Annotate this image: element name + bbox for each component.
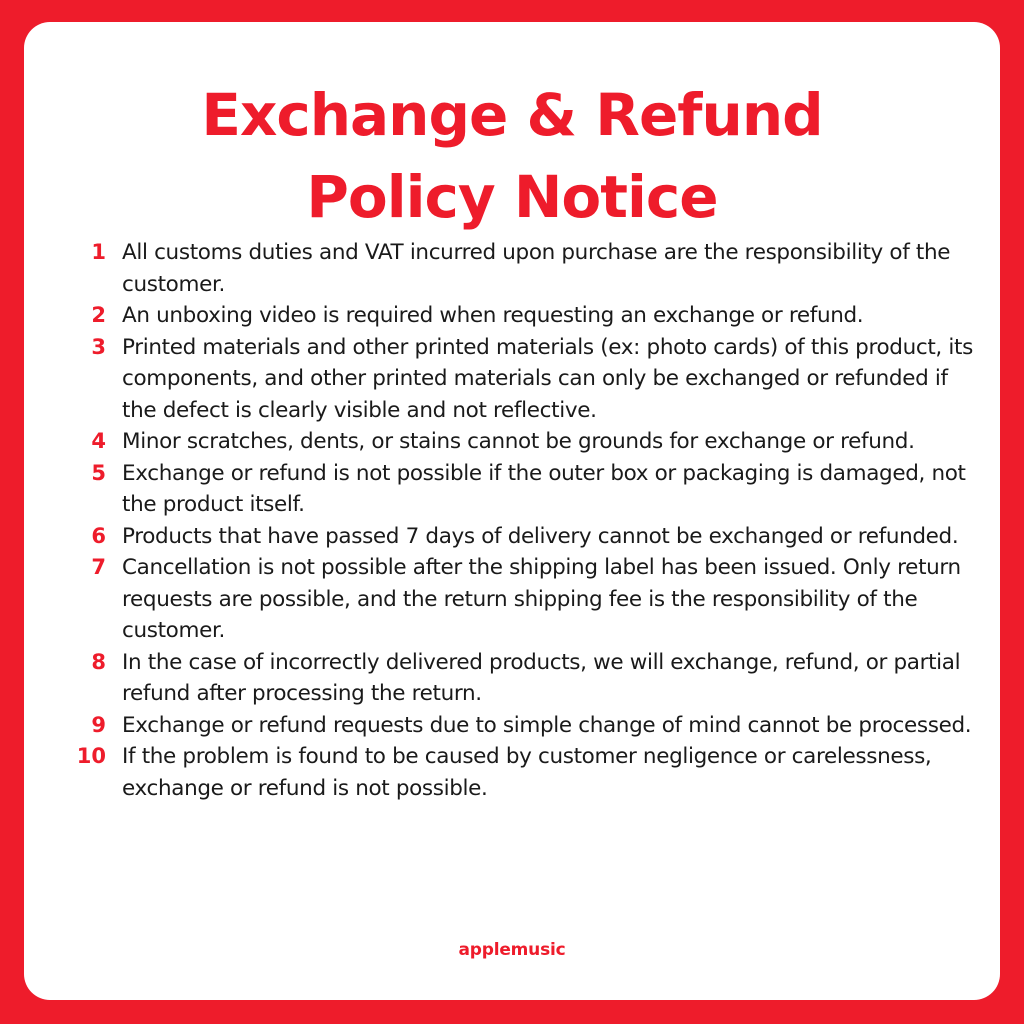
item-number: 4 xyxy=(91,429,106,453)
policy-item-5 xyxy=(64,458,984,521)
item-text: Exchange or refund is not possible if the outer box or packaging is damaged, not the product itself. xyxy=(122,460,966,517)
item-text: Minor scratches, dents, or stains cannot be grounds for exchange or refund. xyxy=(122,429,915,454)
item-number: 9 xyxy=(91,712,106,737)
title-line-2: Policy Notice xyxy=(306,163,718,231)
item-number: 1 xyxy=(91,240,106,264)
item-number: 7 xyxy=(91,555,106,579)
policy-item-9 xyxy=(64,710,984,742)
item-text: Printed materials and other printed materials (ex: photo cards) of this product, its components, and other printed materials can only be exchanged or refunded if the defect is clearly visible and not reflective. xyxy=(122,334,973,423)
item-number: 8 xyxy=(91,649,106,674)
policy-item-4 xyxy=(64,426,984,458)
item-number: 2 xyxy=(91,303,106,327)
item-text: Cancellation is not possible after the shipping label has been issued. Only return requests are possible, and the return shipping fee is the responsibility of the customer. xyxy=(122,555,961,643)
policy-item-6 xyxy=(64,521,984,553)
policy-item-2 xyxy=(64,300,984,332)
policy-item-1 xyxy=(64,237,984,300)
item-text: Products that have passed 7 days of delivery cannot be exchanged or refunded. xyxy=(122,523,959,549)
item-text: In the case of incorrectly delivered products, we will exchange, refund, or partial refund after processing the return. xyxy=(122,649,961,706)
title-line-1: Exchange & Refund xyxy=(201,81,823,149)
item-text: Exchange or refund requests due to simple change of mind cannot be processed. xyxy=(122,712,972,738)
brand-logo: applemusic xyxy=(458,940,566,960)
item-number: 3 xyxy=(91,334,106,359)
notice-card xyxy=(24,22,1000,1000)
policy-item-10 xyxy=(64,741,984,804)
item-text: All customs duties and VAT incurred upon purchase are the responsibility of the customer. xyxy=(122,240,951,297)
policy-item-3 xyxy=(64,332,984,427)
item-text: An unboxing video is required when requesting an exchange or refund. xyxy=(122,303,864,328)
item-number: 10 xyxy=(76,744,106,768)
page-title xyxy=(24,74,1000,238)
policy-list xyxy=(64,237,984,804)
policy-item-7 xyxy=(64,552,984,647)
item-number: 6 xyxy=(91,523,106,548)
item-text: If the problem is found to be caused by customer negligence or carelessness, exchange or refund is not possible. xyxy=(122,744,932,801)
policy-item-8 xyxy=(64,647,984,710)
item-number: 5 xyxy=(91,460,106,485)
